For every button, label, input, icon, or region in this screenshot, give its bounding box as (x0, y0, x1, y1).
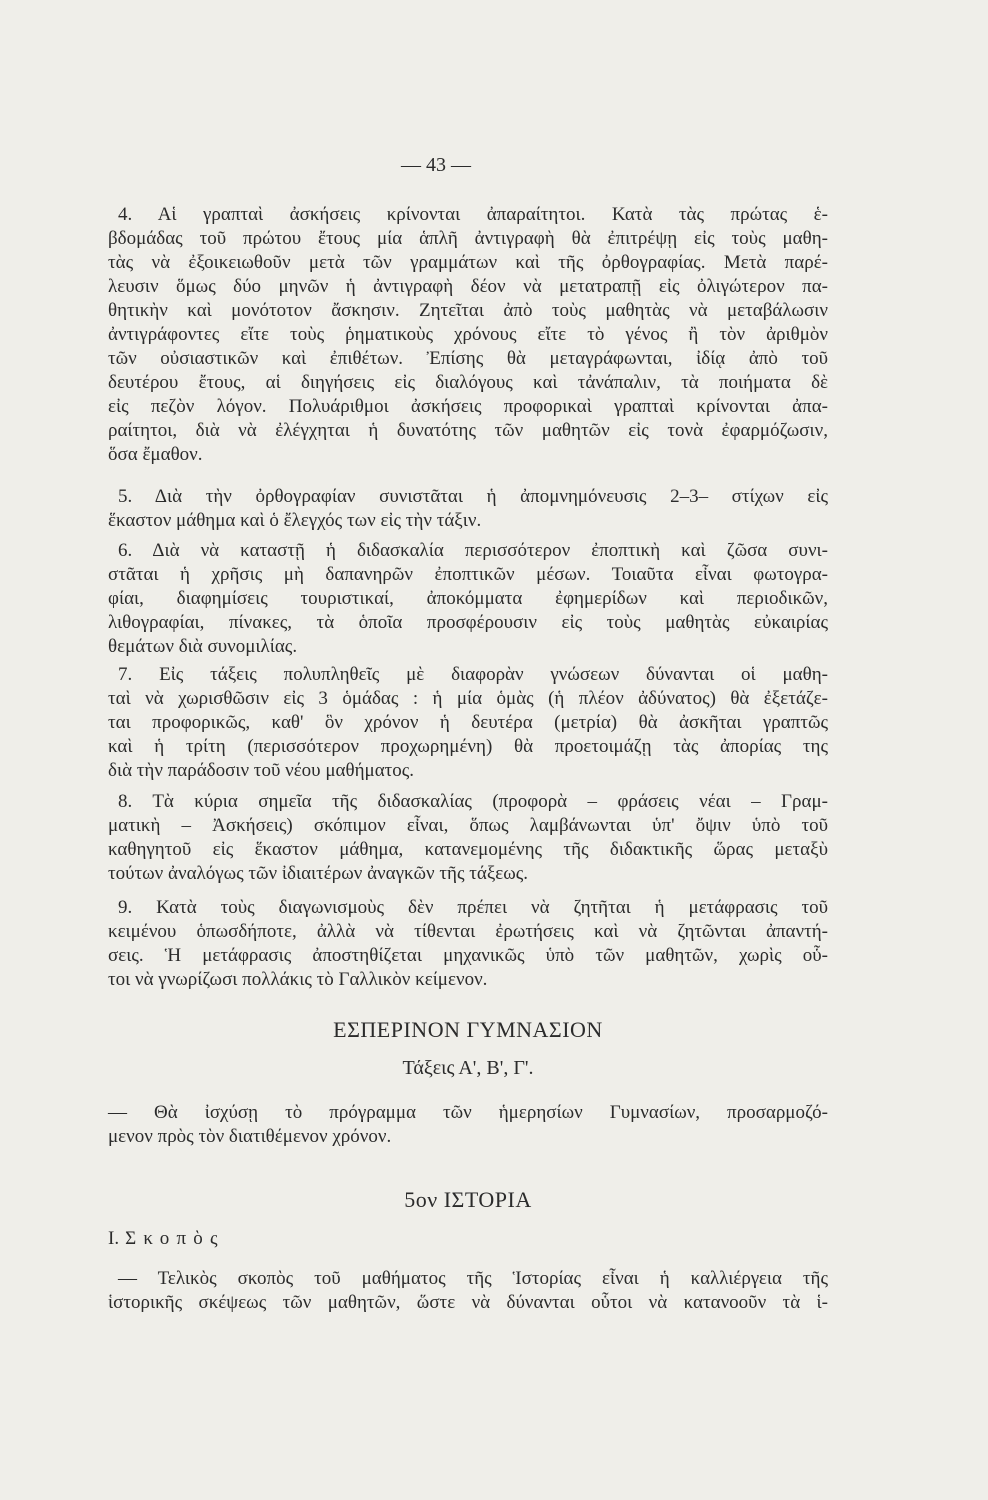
text-line: κειμένου ὁπωσδήποτε, ἀλλὰ νὰ τίθενται ἐρωτήσεις καὶ νὰ ζητῶνται ἀπαντή- (108, 921, 828, 942)
text-line: 8. Τὰ κύρια σημεῖα τῆς διδασκαλίας (προφορὰ – φράσεις νέαι – Γραμ- (118, 791, 828, 812)
subsection-title (108, 1227, 225, 1251)
text-line: τοι νὰ γνωρίζωσι πολλάκις τὸ Γαλλικὸν κείμενον. (108, 969, 488, 990)
section-heading-evening-gymnasium: ΕΣΠΕΡΙΝΟΝ ΓΥΜΝΑΣΙΟΝ (333, 1017, 603, 1042)
text-line: — Θὰ ἰσχύσῃ τὸ πρόγραμμα τῶν ἡμερησίων Γυμνασίων, προσαρμοζό- (108, 1102, 828, 1123)
subsection-label: Σκοπὸς (125, 1228, 225, 1249)
history-intro (108, 1267, 828, 1315)
paragraph-4 (108, 203, 828, 467)
text-line: 9. Κατὰ τοὺς διαγωνισμοὺς δὲν πρέπει νὰ ζητῆται ἡ μετάφρασις τοῦ (118, 897, 828, 918)
paragraph-8 (108, 790, 828, 886)
text-line: εἰς πεζὸν λόγον. Πολυάριθμοι ἀσκήσεις προφορικαὶ γραπταὶ κρίνονται ἀπα- (108, 396, 828, 417)
paragraph-5 (108, 485, 828, 533)
text-line: μενον πρὸς τὸν διατιθέμενον χρόνον. (108, 1126, 392, 1147)
text-line: τῶν οὐσιαστικῶν καὶ ἐπιθέτων. Ἐπίσης θὰ μεταγράφωνται, ἰδίᾳ ἀπὸ τοῦ (108, 348, 828, 369)
text-line: τούτων ἀναλόγως τῶν ἰδιαιτέρων ἀναγκῶν τῆς τάξεως. (108, 863, 529, 884)
text-line: ματικὴ – Ἀσκήσεις) σκόπιμον εἶναι, ὅπως λαμβάνωνται ὑπ' ὄψιν ὑπὸ τοῦ (108, 815, 828, 836)
text-line: θητικὴν καὶ μονότοτον ἄσκησιν. Ζητεῖται ἀπὸ τοὺς μαθητὰς νὰ μεταβάλωσιν (108, 300, 828, 321)
text-line: 4. Αἱ γραπταὶ ἀσκήσεις κρίνονται ἀπαραίτητοι. Κατὰ τὰς πρώτας ἑ- (118, 204, 828, 225)
text-line: φίαι, διαφημίσεις τουριστικαί, ἀποκόμματα ἐφημερίδων καὶ περιοδικῶν, (108, 588, 828, 609)
text-line: στᾶται ἡ χρῆσις μὴ δαπανηρῶν ἐποπτικῶν μέσων. Τοιαῦτα εἶναι φωτογρα- (108, 564, 828, 585)
text-line: ἕκαστον μάθημα καὶ ὁ ἔλεγχός των εἰς τὴν τάξιν. (108, 510, 482, 531)
page-number: — 43 — (401, 154, 471, 176)
text-line: βδομάδας τοῦ πρώτου ἔτους μία ἁπλῆ ἀντιγραφὴ θὰ ἐπιτρέψῃ εἰς τοὺς μαθη- (108, 228, 828, 249)
text-line: ραίτητοι, διὰ νὰ ἐλέγχηται ἡ δυνατότης τῶν μαθητῶν εἰς τονὰ ἐφαρμόζωσιν, (108, 420, 828, 441)
text-line: 6. Διὰ νὰ καταστῇ ἡ διδασκαλία περισσότερον ἐποπτικὴ καὶ ζῶσα συνι- (118, 540, 828, 561)
text-line: διὰ τὴν παράδοσιν τοῦ νέου μαθήματος. (108, 760, 415, 781)
paragraph-9 (108, 896, 828, 992)
text-line: ὅσα ἔμαθον. (108, 444, 203, 465)
paragraph-6 (108, 539, 828, 659)
text-line: καὶ ἡ τρίτη (περισσότερον προχωρημένη) θὰ προετοιμάζῃ τὰς ἀπορίας της (108, 736, 828, 757)
text-line: 7. Εἰς τάξεις πολυπληθεῖς μὲ διαφορὰν γνώσεων δύνανται οἱ μαθη- (118, 664, 828, 685)
text-line: δευτέρου ἔτους, αἱ διηγήσεις εἰς διαλόγους καὶ τἀνάπαλιν, τὰ ποιήματα δὲ (108, 372, 828, 393)
text-line: καθηγητοῦ εἰς ἕκαστον μάθημα, κατανεμομένης τῆς διδακτικῆς ὥρας μεταξὺ (108, 839, 828, 860)
text-line: θεμάτων διὰ συνομιλίας. (108, 636, 298, 657)
section-heading-history: 5ον ΙΣΤΟΡΙΑ (404, 1187, 532, 1212)
text-line: ἱστορικῆς σκέψεως τῶν μαθητῶν, ὥστε νὰ δύνανται οὗτοι νὰ κατανοοῦν τὰ ἱ- (108, 1292, 828, 1313)
text-line: ἀντιγράφοντες εἴτε τοὺς ῥηματικοὺς χρόνους εἴτε τὸ γένος ἢ τὸν ἀριθμὸν (108, 324, 828, 345)
text-line: λιθογραφίαι, πίνακες, τὰ ὁποῖα προσφέρουσιν εἰς τοὺς μαθητὰς εὐκαιρίας (108, 612, 828, 633)
subsection-number: Ι. (108, 1228, 120, 1249)
classes-subheading: Τάξεις Α', Β', Γ'. (402, 1057, 534, 1079)
paragraph-7 (108, 663, 828, 783)
evening-gymnasium-note (108, 1101, 828, 1149)
text-line: τὰς νὰ ἐξοικειωθοῦν μετὰ τῶν γραμμάτων καὶ τῆς ὀρθογραφίας. Μετὰ παρέ- (108, 252, 828, 273)
text-line: σεις. Ἡ μετάφρασις ἀποστηθίζεται μηχανικῶς ὑπὸ τῶν μαθητῶν, χωρὶς οὗ- (108, 945, 828, 966)
text-line: ταὶ νὰ χωρισθῶσιν εἰς 3 ὁμάδας : ἡ μία ὁμὰς (ἡ πλέον ἀδύνατος) θὰ ἐξετάζε- (108, 688, 828, 709)
text-line: ται προφορικῶς, καθ' ὃν χρόνον ἡ δευτέρα (μετρία) θὰ ἀσκῆται γραπτῶς (108, 712, 828, 733)
text-line: λευσιν ὅμως δύο μηνῶν ἡ ἀντιγραφὴ δέον νὰ μετατραπῇ εἰς ὀλιγώτερον πα- (108, 276, 828, 297)
text-line: 5. Διὰ τὴν ὀρθογραφίαν συνιστᾶται ἡ ἀπομνημόνευσις 2–3– στίχων εἰς (118, 486, 828, 507)
text-line: — Τελικὸς σκοπὸς τοῦ μαθήματος τῆς Ἱστορίας εἶναι ἡ καλλιέργεια τῆς (118, 1268, 828, 1289)
